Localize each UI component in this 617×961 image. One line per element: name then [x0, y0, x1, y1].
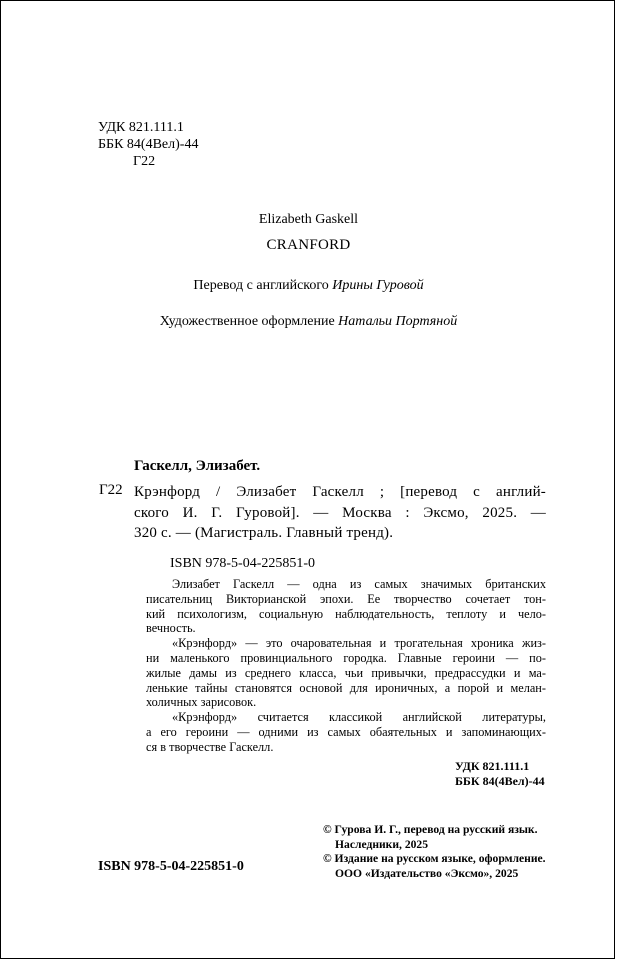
- annotation-line: «Крэнфорд» — это очаровательная и трогательная хроника жиз-: [172, 636, 546, 651]
- footer-udk: УДК 821.111.1: [455, 759, 530, 773]
- catalog-line: ского И. Г. Гуровой]. — Москва : Эксмо, 2025. —: [134, 504, 546, 521]
- annotation-line: ся в творчестве Гаскелл.: [146, 739, 274, 754]
- annotation-line: Элизабет Гаскелл — одна из самых значимых британских: [172, 577, 546, 591]
- annotation-line: а его героини — одними из самых обаятельных и запоминающих-: [146, 724, 546, 739]
- annotation-line: ни маленького провинциального городка. Главные героини — по-: [146, 650, 546, 665]
- translator-name: Ирины Гуровой: [332, 278, 424, 293]
- catalog-entry: [134, 482, 546, 544]
- bbk-code: ББК 84(4Вел)-44: [98, 137, 199, 152]
- design-credit: [1, 314, 616, 330]
- design-label: Художественное оформление: [159, 314, 335, 329]
- annotation-line: кий психологизм, социальную наблюдательность, теплоту и чело-: [146, 606, 546, 621]
- annotation-line: писательниц Викторианской эпохи. Ее творчество сочетает тон-: [146, 591, 546, 606]
- annotation-line: ленькие тайны становятся основой для ироничных, а порой и мелан-: [146, 680, 546, 695]
- annotation: [146, 577, 546, 755]
- annotation-line: вечность.: [146, 621, 196, 636]
- book-title-en: CRANFORD: [266, 237, 351, 253]
- copyright-line: © Гурова И. Г., перевод на русский язык.: [323, 823, 538, 836]
- catalog-line: 320 с. — (Магистраль. Главный тренд).: [134, 525, 394, 541]
- udk-code: УДК 821.111.1: [98, 120, 184, 135]
- footer-isbn: ISBN 978-5-04-225851-0: [98, 859, 244, 874]
- designer-name: Натальи Портяной: [338, 314, 458, 329]
- annotation-line: холичных зарисовок.: [146, 695, 257, 710]
- translation-credit: [1, 278, 616, 294]
- author-mark: Г22: [133, 154, 156, 169]
- copyright-block: [323, 823, 546, 881]
- catalog-isbn: ISBN 978-5-04-225851-0: [170, 556, 316, 571]
- classification-block: [98, 119, 198, 170]
- catalog-heading: Гаскелл, Элизабет.: [134, 458, 261, 474]
- copyright-line: © Издание на русском языке, оформление.: [323, 852, 546, 865]
- annotation-line: жилые дамы из среднего класса, чьи привычки, предрассудки и ма-: [146, 665, 546, 680]
- catalog-author-mark: Г22: [99, 482, 123, 498]
- copyright-line: ООО «Издательство «Эксмо», 2025: [335, 866, 519, 880]
- footer-bbk: ББК 84(4Вел)-44: [455, 773, 545, 788]
- catalog-line: Крэнфорд / Элизабет Гаскелл ; [перевод с англий-: [134, 484, 546, 500]
- author-name-en: Elizabeth Gaskell: [258, 212, 359, 227]
- copyright-line: Наследники, 2025: [335, 837, 429, 851]
- footer-classification: [455, 759, 545, 788]
- annotation-line: «Крэнфорд» считается классикой английской литературы,: [172, 710, 546, 725]
- translation-label: Перевод с английского: [193, 278, 329, 293]
